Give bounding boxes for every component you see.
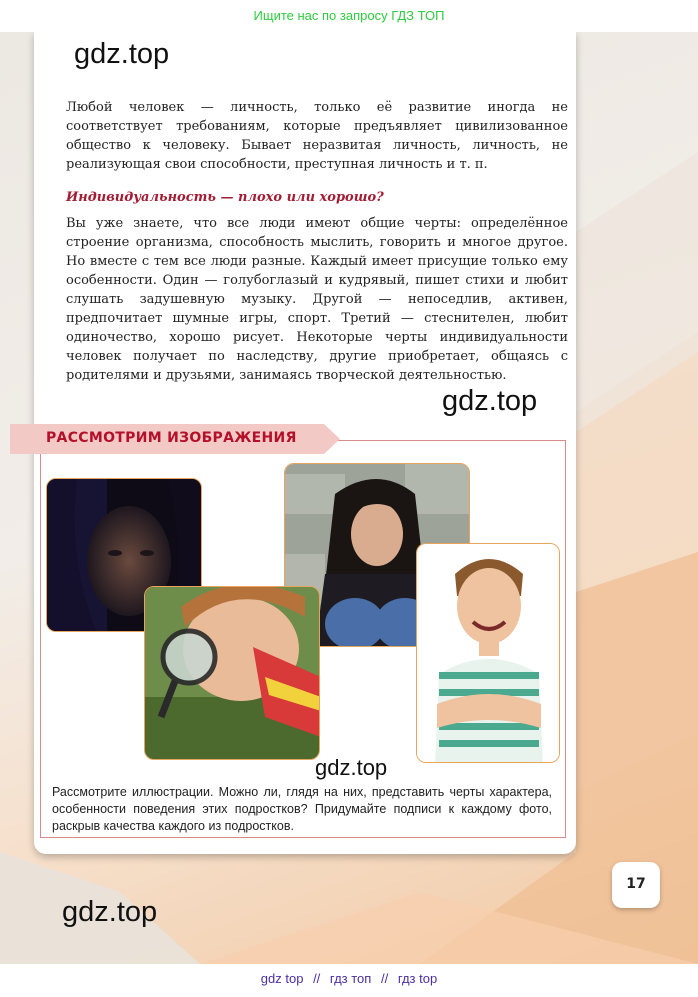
footer-separator: // xyxy=(313,971,321,986)
photo-magnifier-boy xyxy=(144,586,320,760)
watermark-under-photos: gdz.top xyxy=(315,755,388,780)
footer-links xyxy=(0,964,698,997)
footer-separator: // xyxy=(380,971,389,986)
section-banner xyxy=(10,424,340,454)
section-title: РАССМОТРИМ ИЗОБРАЖЕНИЯ xyxy=(46,430,297,446)
footer-link-gdz-top[interactable]: gdz top xyxy=(260,971,304,986)
photo-smiling-boy xyxy=(416,543,560,763)
watermark-top: gdz.top xyxy=(74,38,170,70)
page-number: 17 xyxy=(612,862,660,908)
top-promo-text[interactable]: Ищите нас по запросу ГДЗ ТОП xyxy=(253,8,445,23)
images-caption: Рассмотрите иллюстрации. Можно ли, глядя на них, представить черты характера, особенности поведения этих подростков? Придумайте подписи к каждому фото, раскрыв качества каждого из подростков. xyxy=(52,785,552,833)
intro-paragraph: Любой человек — личность, только её развитие иногда не соответствует требованиям, которые предъявляет цивилизованное общество к человеку. Бывает неразвитая личность, личность, не реализующая свои способности, преступная личность и т. п. xyxy=(66,100,568,172)
watermark-bottom: gdz.top xyxy=(62,896,158,928)
section-subheading: Индивидуальность — плохо или хорошо? xyxy=(66,190,384,205)
smiling-boy-image xyxy=(417,544,560,763)
individuality-paragraph: Вы уже знаете, что все люди имеют общие черты: определённое строение организма, способность мыслить, говорить и многое другое. Но вместе с тем все люди разные. Каждый имеет присущие только ему особенности. Один — голубоглазый и кудрявый, пишет стихи и любит слушать задушевную музыку. Другой — непоседлив, активен, предпочитает шумные игры, спорт. Третий — стеснителен, любит одиночество, хорошо рисует. Некоторые черты индивидуальности человек получает по наследству, другие приобретает, общаясь с родителями и друзьями, занимаясь творческой деятельностью. xyxy=(66,216,568,383)
magnifier-boy-image xyxy=(145,587,320,760)
top-promo-bar xyxy=(0,0,698,32)
footer-link-gdz-top-mixed[interactable]: гдз top xyxy=(397,971,438,986)
watermark-mid: gdz.top xyxy=(442,385,538,417)
footer-link-gdz-top-ru[interactable]: гдз топ xyxy=(329,971,372,986)
